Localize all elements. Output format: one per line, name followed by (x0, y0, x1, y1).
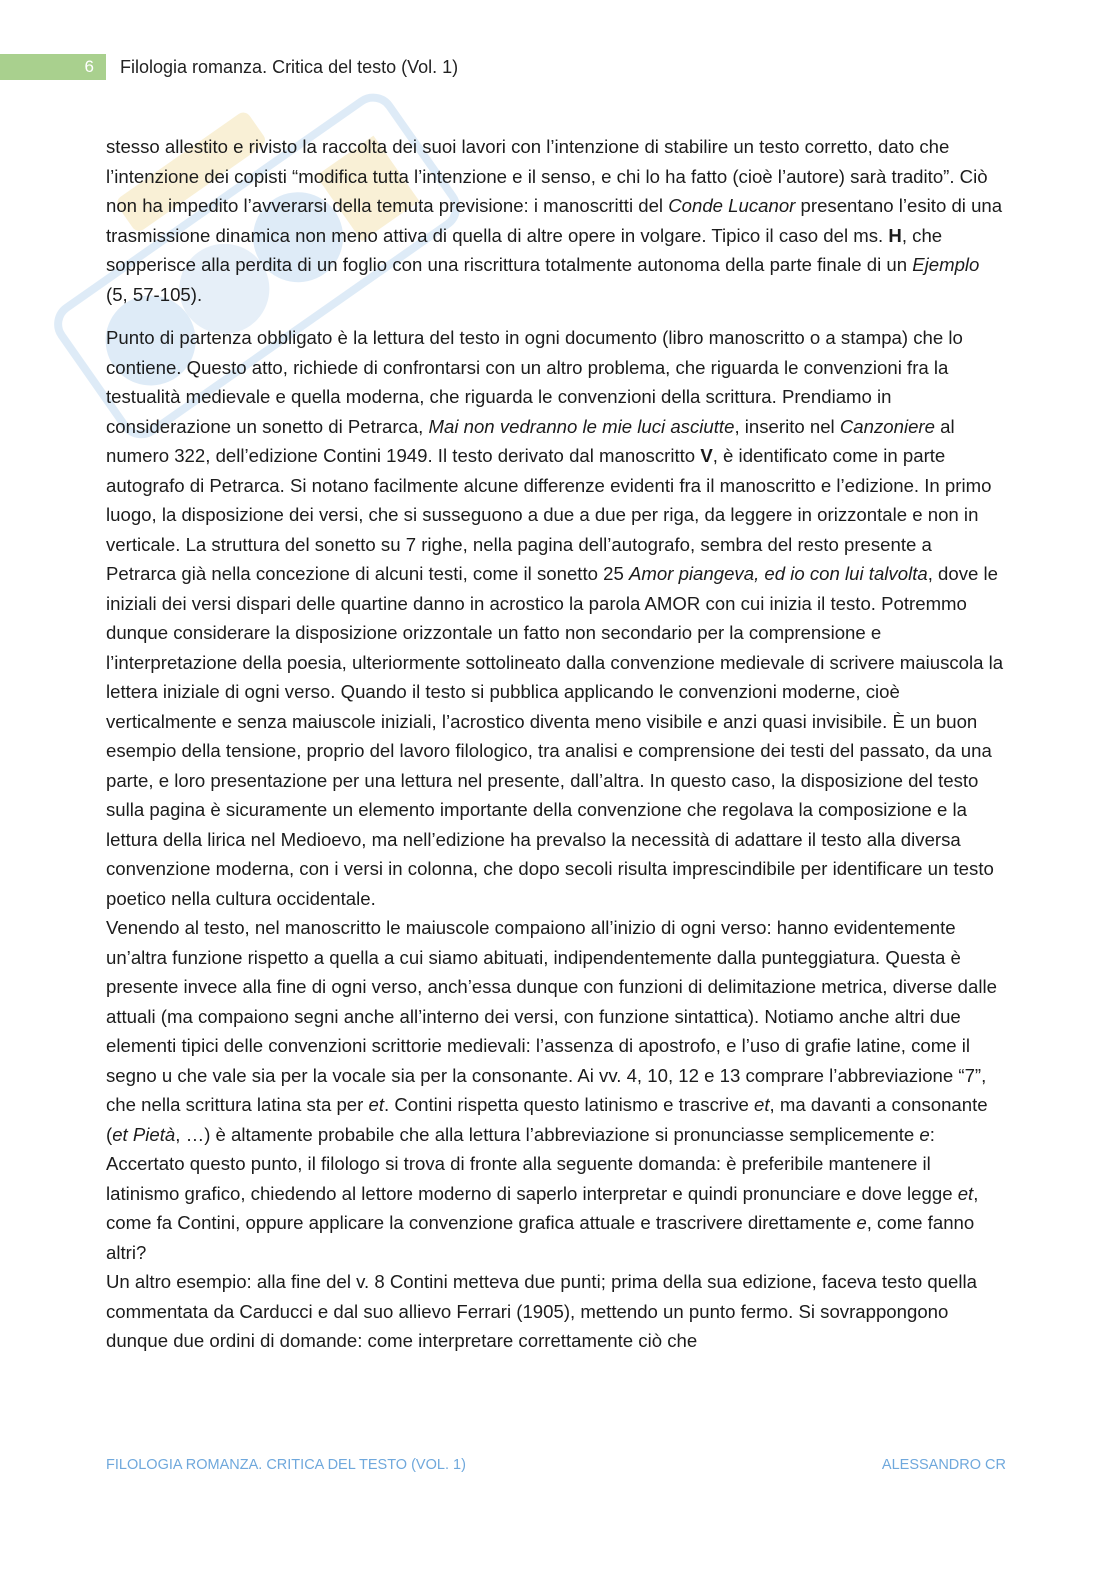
text-run: V (700, 445, 713, 466)
text-run: et (754, 1094, 770, 1115)
paragraph-4 (106, 1267, 1006, 1356)
page-body (106, 132, 1006, 1356)
text-run: stesso allestito e rivisto la raccolta dei suoi lavori con l’intenzione di stabilire un testo corretto, dato che l’intenzione dei copisti “modifica tutta l’intenzione e il senso, e chi lo ha fatto (cioè l’autore) sarà tradito”. Ciò non ha impedito l’avverarsi della temuta previsione: i manoscritti del (106, 136, 988, 216)
text-run: Punto di partenza obbligato è la lettura del testo in ogni documento (libro manoscritto o a stampa) che lo contiene. Questo atto, richiede di confrontarsi con un altro problema, che riguarda le convenzioni fra la testualità medievale e quella moderna, che riguarda le convenzioni della scrittura. Prendiamo in considerazione un sonetto di Petrarca, (106, 327, 963, 437)
text-run: et (368, 1094, 385, 1115)
footer-author: ALESSANDRO CR (881, 1457, 1006, 1473)
text-run: e (919, 1123, 930, 1145)
text-run: Mai non vedranno le mie luci asciutte (428, 415, 735, 437)
paragraph-1 (106, 132, 1006, 309)
text-run: Conde Lucanor (668, 195, 796, 216)
page-header (0, 54, 600, 80)
running-title: Filologia romanza. Critica del testo (Vol. 1) (120, 57, 459, 77)
text-run: , ma davanti a consonante ( (106, 1094, 988, 1145)
text-run: et Pietà (112, 1123, 176, 1145)
paragraph-3 (106, 913, 1006, 1267)
text-run: . Contini rispetta questo latinismo e trascrive (384, 1094, 754, 1115)
text-run: Ejemplo (912, 254, 980, 275)
text-run: presentano l’esito di una trasmissione dinamica non meno attiva di quella di altre opere in volgare. Tipico il caso del ms. (106, 195, 1003, 246)
text-run: , inserito nel (734, 415, 840, 437)
text-run: e (856, 1212, 867, 1233)
page-footer (106, 1457, 1006, 1479)
text-run: , come fanno altri? (106, 1212, 975, 1263)
text-run: , come fa Contini, oppure applicare la convenzione grafica attuale e trascrivere direttamente (106, 1182, 979, 1233)
paragraph-2 (106, 323, 1006, 913)
text-run: Venendo al testo, nel manoscritto le maiuscole compaiono all’inizio di ogni verso: hanno evidentemente un’altra funzione rispetto a quella a cui siamo abituati, indipendentemente dalla punteggiatura. Questa è presente invece alla fine di ogni verso, anch’essa dunque con funzioni di delimitazione metrica, diverse dalle attuali (ma compaiono segni anche all’interno dei versi, con funzione sintattica). Notiamo anche altri due elementi tipici delle convenzioni scrittorie medievali: l’assenza di apostrofo, e l’uso di grafie latine, come il segno u che vale sia per la vocale sia per la consonante. Ai vv. 4, 10, 12 e 13 comprare l’abbreviazione “7”, che nella scrittura latina sta per (106, 917, 997, 1115)
text-run: et (957, 1182, 974, 1204)
text-run: , è identificato come in parte autografo di Petrarca. Si notano facilmente alcune differenze evidenti fra il manoscritto e l’edizione. In primo luogo, la disposizione dei versi, che si susseguono a due a due per riga, da leggere in orizzontale e non in verticale. La struttura del sonetto su 7 righe, nella pagina dell’autografo, sembra del resto presente a Petrarca già nella concezione di alcuni testi, come il sonetto 25 (106, 445, 992, 584)
text-run: Un altro esempio: alla fine del v. 8 Contini metteva due punti; prima della sua edizione, faceva testo quella commentata da Carducci e dal suo allievo Ferrari (1905), mettendo un punto fermo. Si sovrappongono dunque due ordini di domande: come interpretare correttamente ciò che (106, 1271, 977, 1351)
text-run: al numero 322, dell’edizione Contini 1949. Il testo derivato dal manoscritto (106, 415, 955, 466)
text-run: (5, 57-105). (106, 283, 203, 305)
text-run: : Accertato questo punto, il filologo si trova di fronte alla seguente domanda: è preferibile mantenere il latinismo grafico, chiedendo al lettore moderno di saperlo interpretar e quindi pronunciare e dove legge (106, 1123, 958, 1204)
page-number: 6 (0, 54, 106, 80)
text-run: , …) è altamente probabile che alla lettura l’abbreviazione si pronunciasse semplicemente (175, 1123, 920, 1145)
text-run: , che sopperisce alla perdita di un foglio con una riscrittura totalmente autonoma della parte finale di un (106, 224, 943, 275)
footer-title: FILOLOGIA ROMANZA. CRITICA DEL TESTO (VOL. 1) (106, 1457, 466, 1473)
text-run: Canzoniere (839, 415, 935, 437)
text-run: Amor piangeva, ed io con lui talvolta (629, 563, 928, 584)
text-run: , dove le iniziali dei versi dispari delle quartine danno in acrostico la parola AMOR con cui inizia il testo. Potremmo dunque considerare la disposizione orizzontale un fatto non secondario per la comprensione e l’interpretazione della poesia, ulteriormente sottolineato dalla convenzione medievale di scrivere maiuscola la lettera iniziale di ogni verso. Quando il testo si pubblica applicando le convenzioni moderne, cioè verticalmente e senza maiuscole iniziali, l’acrostico diventa meno visibile e anzi quasi invisibile. È un buon esempio della tensione, proprio del lavoro filologico, tra analisi e comprensione dei testi del passato, da una parte, e loro presentazione per una lettura nel presente, dall’altra. In questo caso, la disposizione del testo sulla pagina è sicuramente un elemento importante della convenzione che regolava la composizione e la lettura della lirica nel Medioevo, ma nell’edizione ha prevalso la necessità di adattare il testo alla diversa convenzione moderna, con i versi in colonna, che dopo secoli risulta imprescindibile per identificare un testo poetico nella cultura occidentale. (106, 563, 1004, 909)
text-run: H (888, 224, 902, 246)
